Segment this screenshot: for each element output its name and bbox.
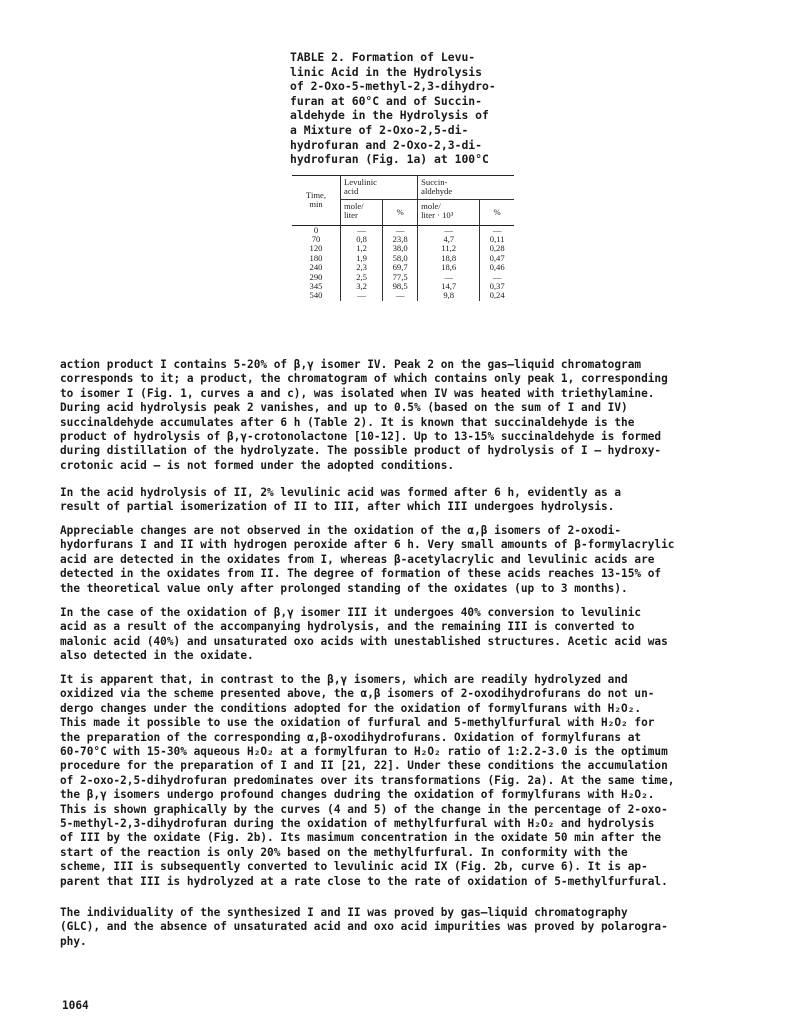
header-suc-percent: % — [480, 199, 514, 225]
paragraph-1: action product I contains 5-20% of β,γ isomer IV. Peak 2 on the gas–liquid chromatogram corresponds to it; a product, the chromatogram of which contains only peak 1, corresponding to isomer I (Fig. 1, curves a and c), was isolated when IV was heated with triethylamine. During acid hydrolysis peak 2 vanishes, and up to 0.5% (based on the sum of I and IV) succinaldehyde accumulates after 6 h (Table 2). It is known that succinaldehyde is the product of hydrolysis of β,γ-crotonolactone [10-12]. Up to 13-15% succinaldehyde is formed during distillation of the hydrolyzate. The possible product of hydrolysis of I — hydroxy- crotonic acid — is not formed under the adopted conditions. — [60, 358, 668, 472]
table-caption: TABLE 2. Formation of Levu- linic Acid in the Hydrolysis of 2-Oxo-5-methyl-2,3-dihydro- furan at 60°C and of Succin- aldehyde in the Hydrolysis of a Mixture of 2-Oxo-2,5-di- hydrofuran and 2-Oxo-2,3-di- hydrofuran (Fig. 1a) at 100°C — [290, 50, 496, 167]
header-lev-percent: % — [383, 199, 418, 225]
page-number: 1064 — [62, 999, 89, 1012]
header-lev-mole: mole/ liter — [341, 199, 383, 225]
col-suc-mole: — 4,7 11,2 18,8 18,6 — 14,7 9,8 — [418, 225, 480, 301]
col-time: 0 70 120 180 240 290 345 540 — [309, 224, 323, 301]
header-levulinic: Levulinic acid — [341, 176, 418, 200]
table-2 — [292, 175, 514, 301]
header-suc-mole: mole/ liter · 10³ — [418, 199, 480, 225]
header-time: Time, min — [306, 189, 326, 210]
col-lev-mole: — 0,8 1,2 1,9 2,3 2,5 3,2 — — [341, 225, 383, 301]
paragraph-5: It is apparent that, in contrast to the β,γ isomers, which are readily hydrolyzed and oxidized via the scheme presented above, the α,β isomers of 2-oxodihydrofurans do not un- dergo changes under the conditions adopted for the oxidation of formylfurans with H₂O₂. This made it possible to use the oxidation of furfural and 5-methylfurfural with H₂O₂ for the preparation of the corresponding α,β-oxodihydrofurans. Oxidation of formylfurans at 60-70°C with 15-30% aqueous H₂O₂ at a formylfuran to H₂O₂ ratio of 1:2.2-3.0 is the optimum procedure for the preparation of I and II [21, 22]. Under these conditions the accumulation of 2-oxo-2,5-dihydrofuran predominates over its transformations (Fig. 2a). At the same time, the β,γ isomers undergo profound changes dudring the oxidation of formylfurans with H₂O₂. This is shown graphically by the curves (4 and 5) of the change in the percentage of 2-oxo- 5-methyl-2,3-dihydrofuran during the oxidation of methylfurfural with H₂O₂ and hydrolysis of III by the oxidate (Fig. 2b). Its masimum concentration in the oxidate 50 min after the start of the reaction is only 20% based on the methylfurfural. In conformity with the scheme, III is subsequently converted to levulinic acid IX (Fig. 2b, curve 6). It is ap- parent that III is hydrolyzed at a rate close to the rate of oxidation of 5-methylfurfural. — [60, 673, 675, 888]
paragraph-4: In the case of the oxidation of β,γ isomer III it undergoes 40% conversion to levulinic acid as a result of the accompanying hydrolysis, and the remaining III is converted to malonic acid (40%) and unsaturated oxo acids with unestablished structures. Acetic acid was also detected in the oxidate. — [60, 606, 668, 663]
col-suc-percent: — 0,11 0,28 0,47 0,46 — 0,37 0,24 — [480, 225, 514, 301]
paragraph-3: Appreciable changes are not observed in the oxidation of the α,β isomers of 2-oxodi- hydorfurans I and II with hydrogen peroxide after 6 h. Very small amounts of β-formylacrylic acid are detected in the oxidates from I, whereas β-acetylacrylic and levulinic acids are detected in the oxidates from II. The degree of formation of these acids reaches 13-15% of the theoretical value only after prolonged standing of the oxidates (up to 3 months). — [60, 524, 675, 595]
header-succinaldehyde: Succin- aldehyde — [418, 176, 514, 200]
paragraph-2: In the acid hydrolysis of II, 2% levulinic acid was formed after 6 h, evidently as a result of partial isomerization of II to III, after which III undergoes hydrolysis. — [60, 486, 622, 514]
paragraph-6: The individuality of the synthesized I and II was proved by gas–liquid chromatography (GLC), and the absence of unsaturated acid and oxo acid impurities was proved by polarogra- phy. — [60, 906, 668, 948]
col-lev-percent: — 23,8 38,0 58,0 69,7 77,5 98,5 — — [383, 225, 418, 301]
